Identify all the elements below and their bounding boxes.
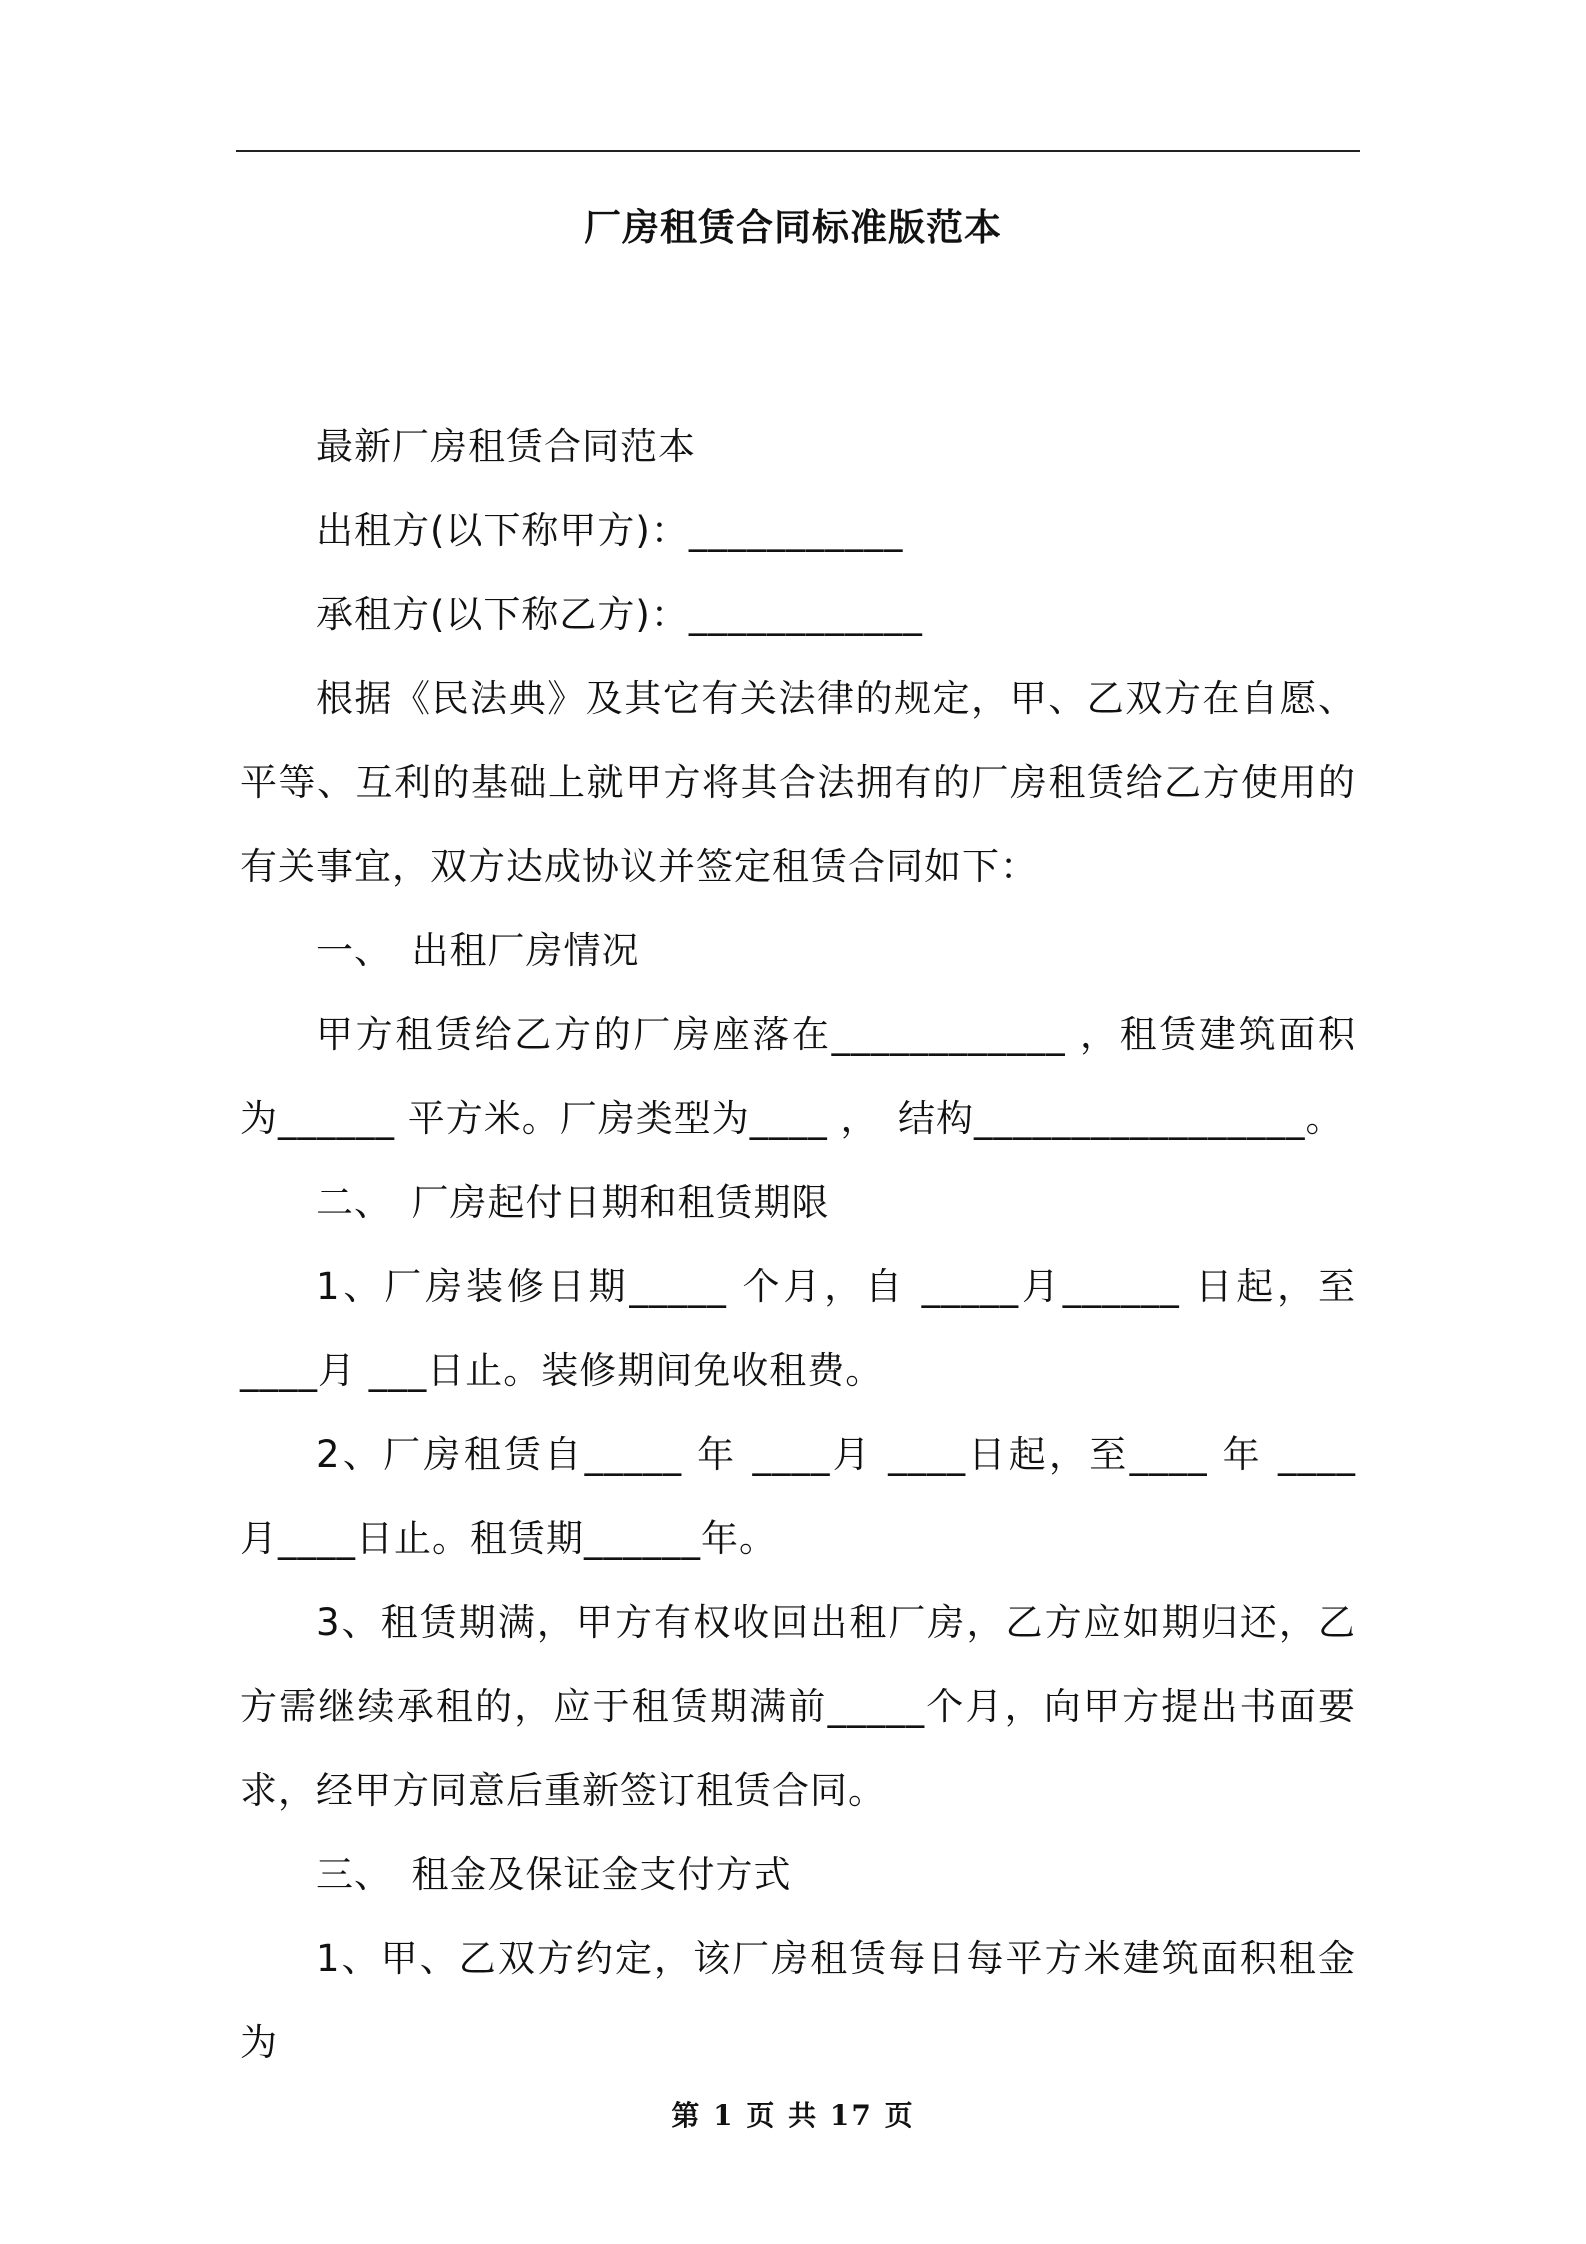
page-number: 第 1 页 共 17 页 (671, 2099, 915, 2132)
paragraph-preamble: 根据《民法典》及其它有关法律的规定，甲、乙双方在自愿、平等、互利的基础上就甲方将其合法拥有的厂房租赁给乙方使用的有关事宜，双方达成协议并签定租赁合同如下： (240, 677, 1356, 888)
document-title: 厂房租赁合同标准版范本 (584, 206, 1002, 249)
section-heading-2: 二、 厂房起付日期和租赁期限 (316, 1181, 830, 1224)
paragraph-subtitle: 最新厂房租赁合同范本 (316, 425, 696, 468)
paragraph-location: 甲方租赁给乙方的厂房座落在____________ ，租赁建筑面积为______ 平方米。厂房类型为____ ， 结构_________________。 (240, 1013, 1356, 1140)
section-heading-3: 三、 租金及保证金支付方式 (316, 1853, 792, 1896)
paragraph-clause-2-3: 3、租赁期满，甲方有权收回出租厂房，乙方应如期归还，乙方需继续承租的，应于租赁期满前_____个月，向甲方提出书面要求，经甲方同意后重新签订租赁合同。 (240, 1601, 1356, 1812)
paragraph-clause-2-2: 2、厂房租赁自_____ 年 ____月 ____日起，至____ 年 ____ 月____日止。租赁期______年。 (240, 1433, 1356, 1560)
paragraph-lessor: 出租方(以下称甲方)：___________ (316, 509, 904, 552)
paragraph-clause-3-1: 1、甲、乙双方约定，该厂房租赁每日每平方米建筑面积租金为 (240, 1937, 1356, 2064)
paragraph-lessee: 承租方(以下称乙方)：____________ (316, 593, 923, 636)
section-heading-1: 一、 出租厂房情况 (316, 929, 640, 972)
document-body (240, 405, 1356, 2085)
paragraph-clause-2-1: 1、厂房装修日期_____ 个月，自 _____月______ 日起，至 ____月 ___日止。装修期间免收租费。 (240, 1265, 1356, 1392)
header-rule (236, 150, 1360, 152)
